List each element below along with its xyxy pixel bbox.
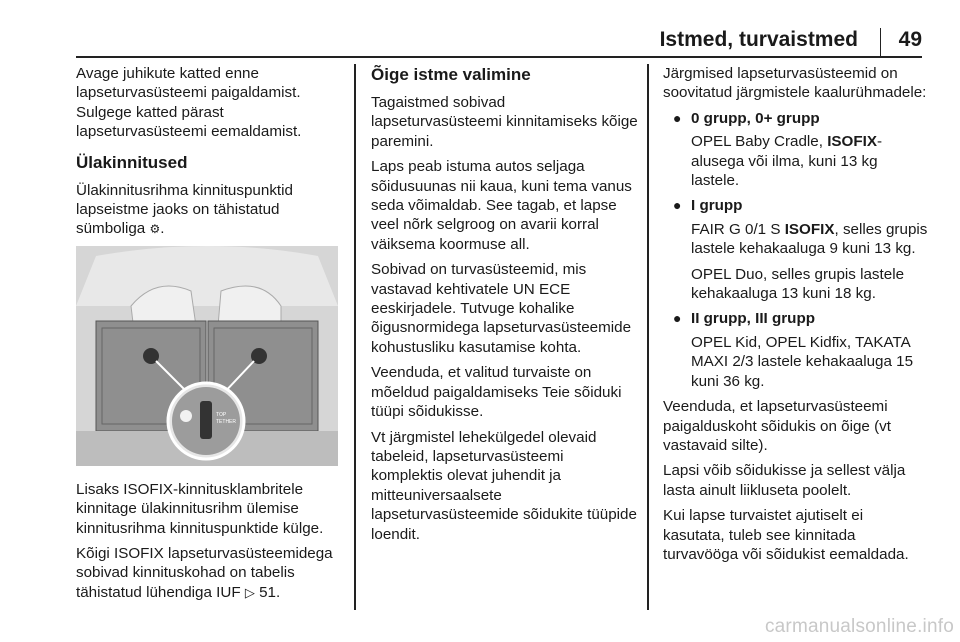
bullet-icon: ● <box>673 109 682 126</box>
paragraph: Ülakinnitusrihma kinnituspunktid lapseistme jaoks on tähistatud sümboliga ⚙. <box>76 181 293 238</box>
paragraph: Kõigi ISOFIX lapseturvasüsteemidega sobivad kinnituskohad on tabelis tähistatud lühendiga IUF ▷ 51. <box>76 545 333 601</box>
paragraph: Avage juhikute katted enne lapseturvasüsteemi paigaldamist. Sulgege katted pärast lapseturvasüsteemi eemaldamist. <box>76 65 302 141</box>
list-item: ● I grupp FAIR G 0/1 S ISOFIX, selles grupis lastele kehakaaluga 9 kuni 13 kg. OPEL Duo, selles grupis lastele kehakaaluga 13 kuni 18 kg. <box>673 197 928 303</box>
bullet-icon: ● <box>673 197 682 214</box>
paragraph: Veenduda, et valitud turvaiste on mõeldud paigaldamiseks Teie sõiduki tüüpi sõidukisse. <box>371 364 622 421</box>
bullet-icon: ● <box>673 310 682 327</box>
heading-choosing-seat: Õige istme valimine <box>371 65 531 84</box>
page-reference-arrow-icon: ▷ <box>244 584 255 600</box>
list-item: ● II grupp, III grupp OPEL Kid, OPEL Kidfix, TAKATA MAXI 2/3 lastele kehakaaluga 15 kuni 36 kg. <box>673 310 914 390</box>
figure-label-tether: TETHER <box>216 418 236 425</box>
illustration-svg <box>76 246 338 466</box>
column-1 <box>76 64 346 608</box>
page-header <box>0 0 960 60</box>
column-2 <box>371 64 639 550</box>
paragraph: Laps peab istuma autos seljaga sõidusuunas nii kaua, kuni tema vanus seda võimaldab. See tagab, et lapse veel nõrk selgroog on avarii korral väiksema koormuse all. <box>371 158 632 253</box>
paragraph: Tagaistmed sobivad lapseturvasüsteemi kinnitamiseks kõige paremini. <box>371 94 638 150</box>
header-divider <box>880 28 882 57</box>
paragraph: Lapsi võib sõidukisse ja sellest välja lasta ainult liikluseta poolelt. <box>663 462 906 499</box>
heading-top-tether: Ülakinnitused <box>76 152 188 172</box>
watermark: carmanualsonline.info <box>764 616 954 637</box>
column-divider-1 <box>354 64 356 610</box>
paragraph: Kui lapse turvaistet ajutiselt ei kasutata, tuleb see kinnitada turvavööga või sõidukist eemaldada. <box>663 507 909 563</box>
page-reference-link[interactable]: 51. <box>259 583 281 601</box>
paragraph: Lisaks ISOFIX-kinnitusklambritele kinnitage ülakinnitusrihm ülemise kinnitusrihma kinnituspunktide külge. <box>76 480 324 537</box>
paragraph: Sobivad on turvasüsteemid, mis vastavad kehtivatele UN ECE eeskirjadele. Tutvuge kohalike õigusnormidega lapseturvasüsteemide kohustusliku kasutamise kohta. <box>371 261 632 356</box>
column-3 <box>663 64 928 570</box>
header-rule <box>76 56 922 58</box>
paragraph: Vt järgmistel lehekülgedel olevaid tabeleid, lapseturvasüsteemi komplektis olevat juhendit ja mitteuniversaalsete lapseturvasüsteemide sõidukite tüüpide loendit. <box>371 428 637 543</box>
cargo-area-illustration <box>76 246 338 466</box>
paragraph: Veenduda, et lapseturvasüsteemi paigalduskoht sõidukis on õige (vt vastavaid silte). <box>663 398 891 454</box>
paragraph: Järgmised lapseturvasüsteemid on soovitatud järgmistele kaalurühmadele: <box>663 65 927 102</box>
list-item: ● 0 grupp, 0+ grupp OPEL Baby Cradle, ISOFIX-alusega või ilma, kuni 13 kg lastele. <box>673 109 883 190</box>
page-number: 49 <box>898 28 922 51</box>
column-divider-2 <box>647 64 649 610</box>
section-title: Istmed, turvaistmed <box>659 28 858 51</box>
figure-label-top: TOP <box>216 411 227 418</box>
top-tether-symbol-icon: ⚙ <box>149 222 161 237</box>
